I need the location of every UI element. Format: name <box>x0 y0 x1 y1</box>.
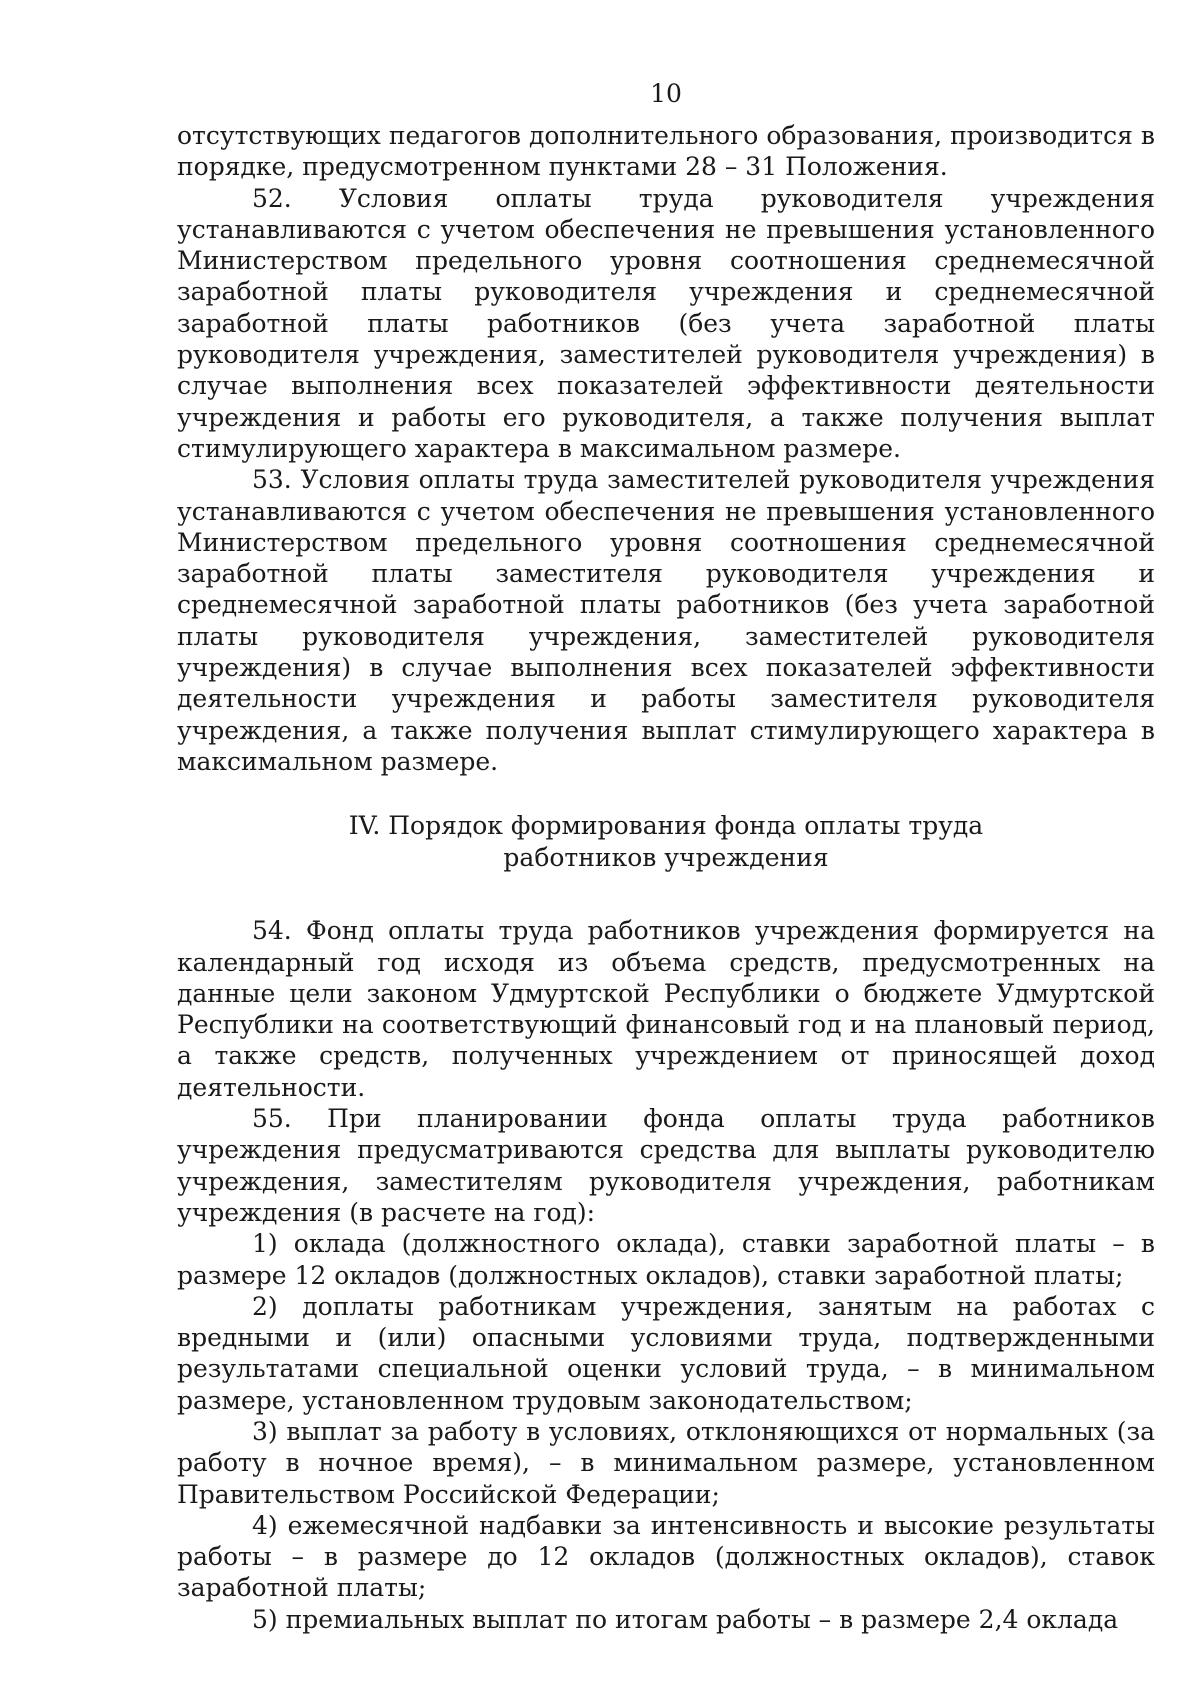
list-item-1: 1) оклада (должностного оклада), ставки заработной платы – в размере 12 окладов (должностных окладов), ставки заработной платы; <box>177 1229 1155 1290</box>
paragraph-53: 53. Условия оплаты труда заместителей руководителя учреждения устанавливаются с учетом обеспечения не превышения установленного Министерством предельного уровня соотношения среднемесячной заработной платы заместителя руководителя учреждения и среднемесячной заработной платы работников (без учета заработной платы руководителя учреждения, заместителей руководителя учреждения) в случае выполнения всех показателей эффективности деятельности учреждения и работы заместителя руководителя учреждения, а также получения выплат стимулирующего характера в максимальном размере. <box>177 465 1155 776</box>
paragraphs-before-section <box>177 120 1155 777</box>
paragraph-continuation: отсутствующих педагогов дополнительного образования, производится в порядке, предусмотренном пунктами 28 – 31 Положения. <box>177 121 1155 182</box>
section-heading <box>177 810 1155 874</box>
paragraph-52: 52. Условия оплаты труда руководителя учреждения устанавливаются с учетом обеспечения не превышения установленного Министерством предельного уровня соотношения среднемесячной заработной платы руководителя учреждения и среднемесячной заработной платы работников (без учета заработной платы руководителя учреждения, заместителей руководителя учреждения) в случае выполнения всех показателей эффективности деятельности учреждения и работы его руководителя, а также получения выплат стимулирующего характера в максимальном размере. <box>177 183 1155 463</box>
paragraph-55: 55. При планировании фонда оплаты труда работников учреждения предусматриваются средства для выплаты руководителю учреждения, заместителям руководителя учреждения, работникам учреждения (в расчете на год): <box>177 1104 1155 1227</box>
list-item-2: 2) доплаты работникам учреждения, занятым на работах с вредными и (или) опасными условиями труда, подтвержденными результатами специальной оценки условий труда, – в минимальном размере, установленном трудовым законодательством; <box>177 1291 1155 1415</box>
page-number: 10 <box>650 79 682 108</box>
list-item-4: 4) ежемесячной надбавки за интенсивность и высокие результаты работы – в размере до 12 окладов (должностных окладов), ставок заработной платы; <box>177 1510 1155 1603</box>
paragraph-54: 54. Фонд оплаты труда работников учреждения формируется на календарный год исходя из объема средств, предусмотренных на данные цели законом Удмуртской Республики о бюджете Удмуртской Республики на соответствующий финансовый год и на плановый период, а также средств, полученных учреждением от приносящей доход деятельности. <box>177 916 1155 1102</box>
paragraphs-after-section <box>177 915 1155 1635</box>
document-page <box>177 78 1155 1635</box>
section-heading-line-1: IV. Порядок формирования фонда оплаты труда <box>348 811 984 841</box>
list-item-5: 5) премиальных выплат по итогам работы – в размере 2,4 оклада <box>252 1604 1119 1634</box>
section-heading-line-2: работников учреждения <box>503 843 829 873</box>
list-item-3: 3) выплат за работу в условиях, отклоняющихся от нормальных (за работу в ночное время), – в минимальном размере, установленном Правительством Российской Федерации; <box>177 1416 1155 1509</box>
